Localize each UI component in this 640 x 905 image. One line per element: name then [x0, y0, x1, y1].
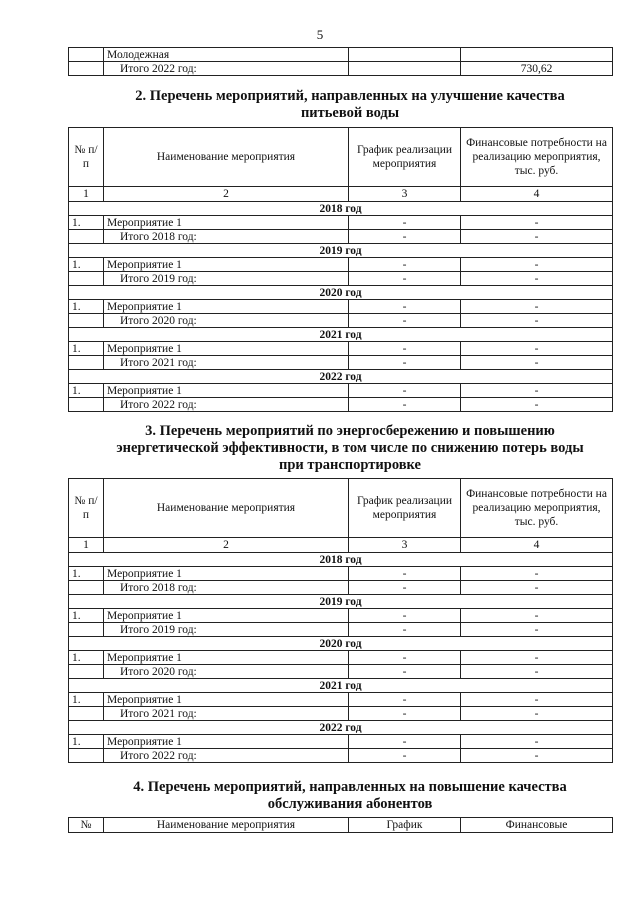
section3-title: 3. Перечень мероприятий по энергосбережению и повышению энергетической эффективности, в том числе по снижению потерь воды при транспортировке	[116, 423, 584, 473]
section3-body	[69, 553, 613, 763]
table-row: 1. Мероприятие 1 - -	[69, 216, 613, 230]
table-row: 1. Мероприятие 1 - -	[69, 693, 613, 707]
year-row: 2022 год	[69, 721, 613, 735]
table-row: 1. Мероприятие 1 - -	[69, 609, 613, 623]
section2-table: № п/п Наименование мероприятия График реализации мероприятия Финансовые потребности на реализацию мероприятия, тыс. руб. 1 2 3 4 2018 год 1. Мероприятие 1 - - Итого 2018 год: - - 2019 год 1. Мероприятие 1 - - Итого 2019 год: - - 2020 год 1. Мероприятие 1 - - Итого 2020 год: - - 2021 год 1. Мероприятие 1 - - Итого 2021 год: - - 2022 год 1. Мероприятие 1 - - Итого 2022 год: - -	[68, 127, 613, 412]
top-table	[68, 47, 613, 76]
page-number: 5	[316, 27, 324, 42]
col-schedule-header: График реализации мероприятия	[349, 479, 461, 538]
year-row: 2022 год	[69, 370, 613, 384]
section2-title: 2. Перечень мероприятий, направленных на улучшение качества питьевой воды	[135, 88, 565, 121]
top-total-label: Итого 2022 год:	[104, 62, 349, 76]
total-row: Итого 2022 год: - -	[69, 749, 613, 763]
total-row: Итого 2019 год: - -	[69, 623, 613, 637]
table-row: 1. Мероприятие 1 - -	[69, 567, 613, 581]
year-row: 2020 год	[69, 286, 613, 300]
year-row: 2019 год	[69, 595, 613, 609]
section2-body	[69, 202, 613, 412]
table-row: 1. Мероприятие 1 - -	[69, 342, 613, 356]
section4-title: 4. Перечень мероприятий, направленных на повышение качества обслуживания абонентов	[133, 779, 567, 812]
total-row: Итого 2019 год: - -	[69, 272, 613, 286]
col-schedule-header: График реализации мероприятия	[349, 128, 461, 187]
table-row: 1. Мероприятие 1 - -	[69, 735, 613, 749]
total-row: Итого 2022 год: - -	[69, 398, 613, 412]
year-row: 2021 год	[69, 328, 613, 342]
total-row: Итого 2020 год: - -	[69, 665, 613, 679]
year-row: 2018 год	[69, 202, 613, 216]
section4-table: № Наименование мероприятия График Финансовые	[68, 817, 613, 833]
total-row: Итого 2021 год: - -	[69, 707, 613, 721]
total-row: Итого 2020 год: - -	[69, 314, 613, 328]
table-row: 1. Мероприятие 1 - -	[69, 300, 613, 314]
total-row: Итого 2018 год: - -	[69, 230, 613, 244]
table-row: 1. Мероприятие 1 - -	[69, 384, 613, 398]
col-finance-header: Финансовые потребности на реализацию мероприятия, тыс. руб.	[461, 128, 613, 187]
top-row-label: Молодежная	[104, 48, 349, 62]
section3-table: № п/п Наименование мероприятия График реализации мероприятия Финансовые потребности на реализацию мероприятия, тыс. руб. 1 2 3 4 2018 год 1. Мероприятие 1 - - Итого 2018 год: - - 2019 год 1. Мероприятие 1 - - Итого 2019 год: - - 2020 год 1. Мероприятие 1 - - Итого 2020 год: - - 2021 год 1. Мероприятие 1 - - Итого 2021 год: - - 2022 год 1. Мероприятие 1 - - Итого 2022 год: - -	[68, 478, 613, 763]
col-name-header: Наименование мероприятия	[104, 128, 349, 187]
col-num-header: № п/п	[69, 479, 104, 538]
total-row: Итого 2018 год: - -	[69, 581, 613, 595]
col-finance-header: Финансовые потребности на реализацию мероприятия, тыс. руб.	[461, 479, 613, 538]
year-row: 2019 год	[69, 244, 613, 258]
year-row: 2021 год	[69, 679, 613, 693]
year-row: 2018 год	[69, 553, 613, 567]
total-row: Итого 2021 год: - -	[69, 356, 613, 370]
col-num-header: № п/п	[69, 128, 104, 187]
table-row: 1. Мероприятие 1 - -	[69, 651, 613, 665]
table-row: 1. Мероприятие 1 - -	[69, 258, 613, 272]
top-total-value: 730,62	[461, 62, 613, 76]
col-name-header: Наименование мероприятия	[104, 479, 349, 538]
year-row: 2020 год	[69, 637, 613, 651]
